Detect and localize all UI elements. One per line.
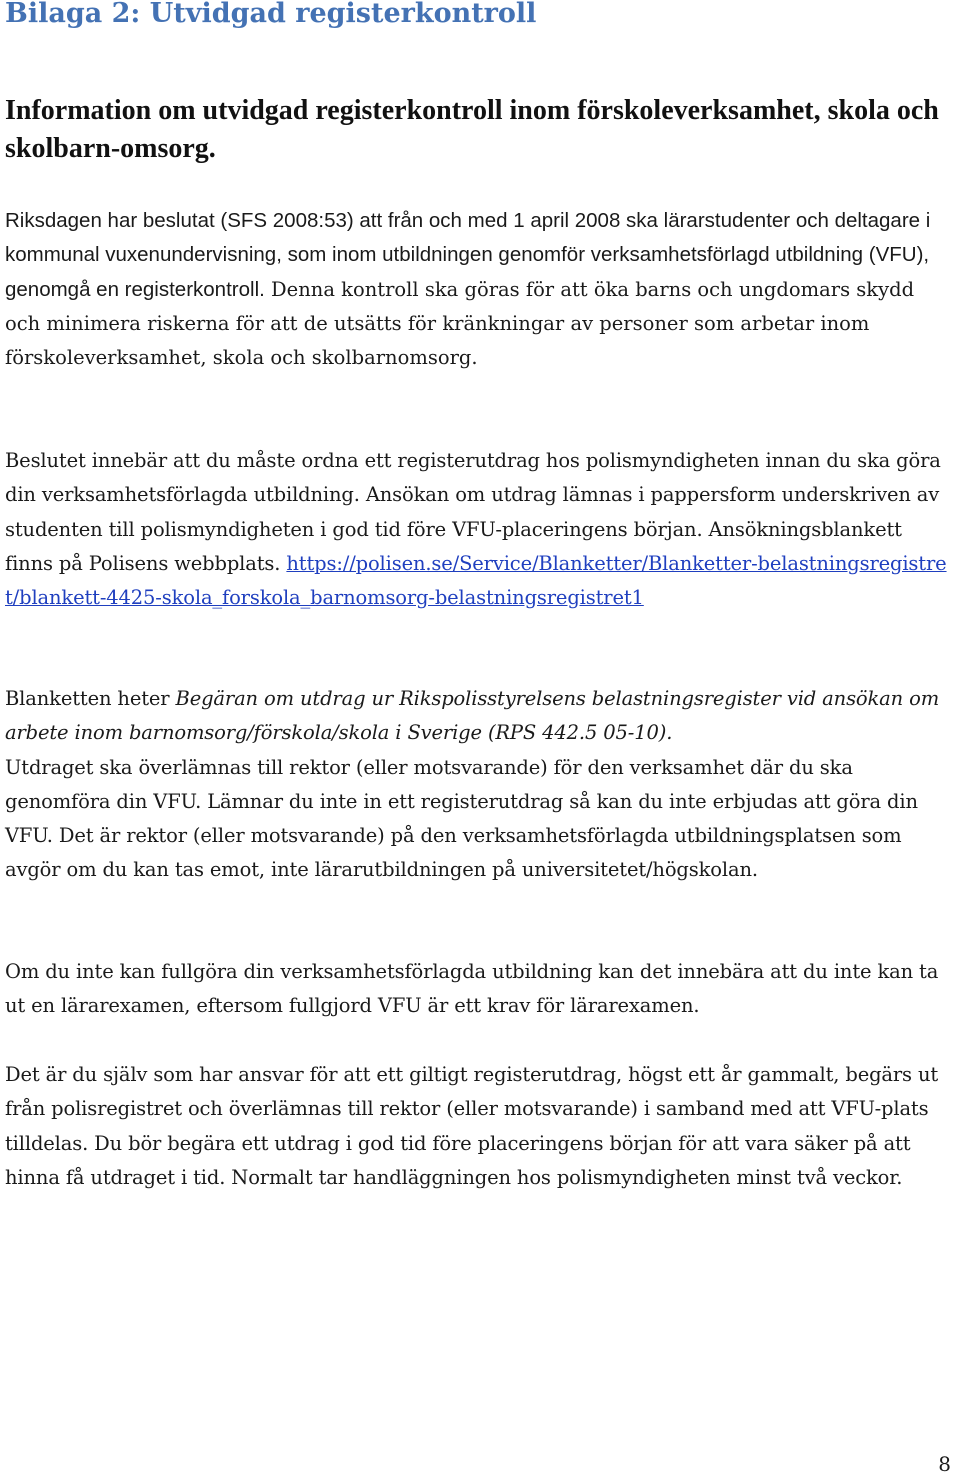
paragraph-legal-background-part1: Riksdagen har beslutat (SFS 2008:53) att från och med 1 april 2008 ska lärarstudenter och deltagare i kommunal vuxenundervisning, som inom utbildningen genomför verksamhetsförlagd utbildning (VFU), genomgå en registerkontroll. [5,209,931,301]
paragraph-legal-background [5,204,955,375]
form-name-title: Begäran om utdrag ur Rikspolisstyrelsens belastningsregister vid ansökan om arbete inom barnomsorg/förskola/skola i Sverige (RPS 442.5 05-10). [5,687,940,745]
section-subtitle: Information om utvidgad registerkontroll inom förskoleverksamhet, skola och skolbarn-omsorg. [5,95,939,164]
paragraph-decision-text: Beslutet innebär att du måste ordna ett registerutdrag hos polismyndigheten innan du ska göra din verksamhetsförlagda utbildning. Ansökan om utdrag lämnas i pappersform underskriven av studenten till polismyndigheten i god tid före VFU-placeringens början. Ansökningsblankett finns på Polisens webbplats. [5,449,941,575]
page-number: 8 [938,1452,951,1476]
paragraph-responsibility: Det är du själv som har ansvar för att ett giltigt registerutdrag, högst ett år gammalt, begärs ut från polisregistret och överlämnas till rektor (eller motsvarande) i samband med att VFU-plats tilldelas. Du bör begära ett utdrag i god tid före placeringens början för att vara säker på att hinna få utdraget i tid. Normalt tar handläggningen hos polismyndigheten minst två veckor. [5,1063,939,1189]
paragraph-legal-background-part2: Denna kontroll ska göras för att öka barns och ungdomars skydd och minimera riskerna för att de utsätts för kränkningar av personer som arbetar inom förskoleverksamhet, skola och skolbarnomsorg. [5,277,915,370]
appendix-title: Bilaga 2: Utvidgad registerkontroll [5,0,537,29]
form-name-prefix: Blanketten heter [5,687,176,710]
paragraph-form-name [5,682,955,888]
paragraph-submission: Utdraget ska överlämnas till rektor (eller motsvarande) för den verksamhet där du ska genomföra din VFU. Lämnar du inte in ett registerutdrag så kan du inte erbjudas att göra din VFU. Det är rektor (eller motsvarande) på den verksamhetsförlagda utbildningsplatsen som avgör om du kan tas emot, inte lärarutbildningen på universitetet/högskolan. [5,755,918,882]
police-form-link[interactable]: https://polisen.se/Service/Blanketter/Blanketter-belastningsregistret/blankett-4425-skola_forskola_barnomsorg-belastningsregistret1 [5,551,947,610]
paragraph-consequence: Om du inte kan fullgöra din verksamhetsförlagda utbildning kan det innebära att du inte kan ta ut en lärarexamen, eftersom fullgjord VFU är ett krav för lärarexamen. [5,960,939,1018]
paragraph-decision [5,444,955,615]
